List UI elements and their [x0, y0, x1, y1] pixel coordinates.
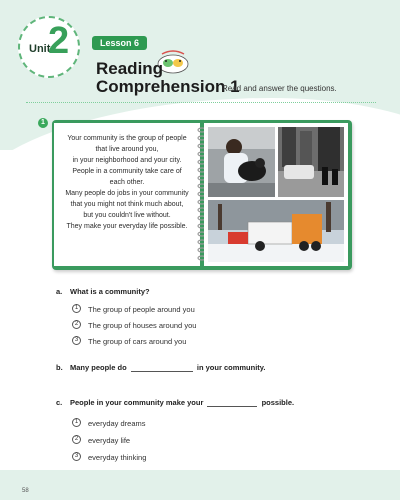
page-number: 58 [22, 488, 29, 494]
option-text[interactable]: The group of people around you [88, 305, 195, 314]
unit-badge [18, 16, 80, 78]
passage-line: each other. [109, 179, 145, 186]
page-background-bottom [0, 470, 400, 500]
photo-veterinarian [208, 127, 275, 197]
answer-blank-c[interactable] [207, 399, 257, 407]
option-text[interactable]: everyday thinking [88, 453, 147, 462]
question-c-before: People in your community make your [70, 398, 204, 407]
option-text[interactable]: everyday life [88, 436, 131, 445]
question-c-text [70, 398, 294, 407]
instruction-text: Read and answer the questions. [222, 84, 337, 93]
notebook-panel [52, 120, 352, 270]
page-title [96, 60, 240, 96]
option-text[interactable]: everyday dreams [88, 419, 146, 428]
question-b-text [70, 363, 265, 372]
passage-line: They make your everyday life possible. [66, 223, 188, 230]
unit-word: Unit [29, 43, 51, 55]
photo-police-street [278, 127, 344, 197]
dotted-divider [26, 102, 376, 103]
section-number-badge: 1 [38, 118, 48, 128]
option-number[interactable]: 1 [72, 304, 81, 313]
passage-line: People in a community take care of [72, 168, 182, 175]
question-a-text: What is a community? [70, 287, 150, 296]
question-b-label: b. [56, 363, 63, 372]
question-a-label: a. [56, 287, 63, 296]
reading-passage [58, 133, 196, 232]
title-line-1: Reading [96, 59, 164, 78]
option-number[interactable]: 3 [72, 452, 81, 461]
title-line-2: Comprehension 1 [96, 77, 240, 96]
notebook-right-page [204, 123, 348, 266]
unit-number: 2 [48, 20, 70, 62]
option-text[interactable]: The group of houses around you [88, 321, 197, 330]
passage-line: in your neighborhood and your city. [72, 157, 182, 164]
question-c-label: c. [56, 398, 63, 407]
option-number[interactable]: 2 [72, 320, 81, 329]
passage-line: Many people do jobs in your community [65, 190, 189, 197]
question-b-before: Many people do [70, 363, 127, 372]
notebook-left-page [54, 123, 200, 266]
lesson-label: Lesson 6 [92, 36, 147, 50]
passage-line: that live around you, [95, 146, 159, 153]
option-number[interactable]: 3 [72, 336, 81, 345]
option-number[interactable]: 2 [72, 435, 81, 444]
photo-snowplow-truck [208, 200, 344, 262]
passage-line: Your community is the group of people [67, 135, 187, 142]
question-c-after: possible. [261, 398, 295, 407]
option-text[interactable]: The group of cars around you [88, 337, 187, 346]
question-b-after: in your community. [196, 363, 266, 372]
passage-line: that you might not think much about, [70, 201, 184, 208]
option-number[interactable]: 1 [72, 418, 81, 427]
passage-line: but you couldn't live without. [83, 212, 171, 219]
answer-blank-b[interactable] [131, 364, 193, 372]
